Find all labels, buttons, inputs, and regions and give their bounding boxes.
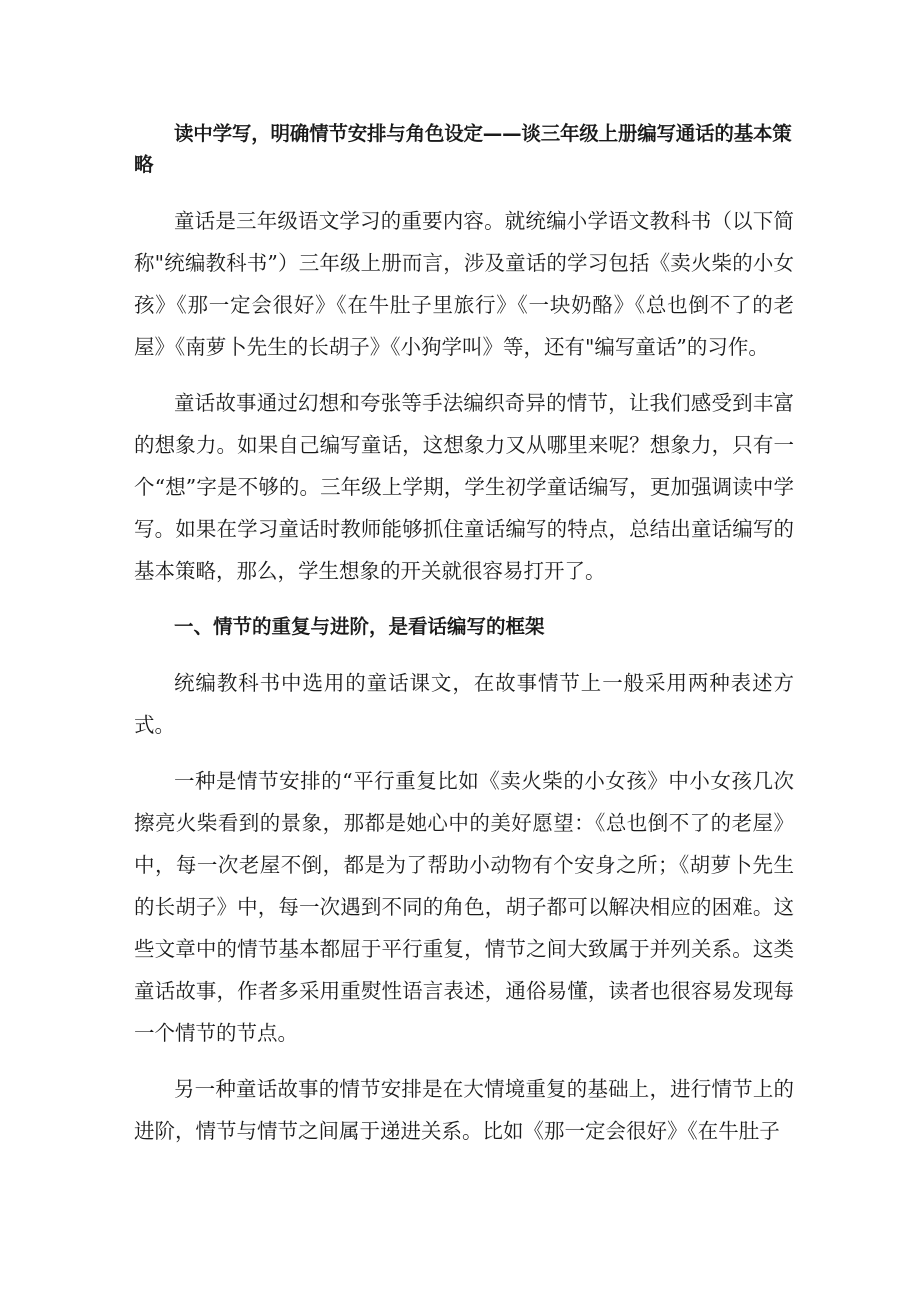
document-title: 读中学写，明确情节安排与角色设定——谈三年级上册编写通话的基本策略 [134,122,792,176]
document-body [134,118,794,1166]
paragraph: 童话是三年级语文学习的重要内容。就统编小学语文教科书（以下简称"统编教科书”）三年级上册而言，涉及童话的学习包括《卖火柴的小女孩》《那一定会很好》《在牛肚子里旅行》《一块奶酪》《总也倒不了的老屋》《南萝卜先生的长胡子》《小狗学叫》等，还有"编写童话”的习作。 [134,209,794,359]
paragraph: 统编教科书中选用的童话课文，在故事情节上一般采用两种表述方式。 [134,671,794,737]
paragraph: 童话故事通过幻想和夸张等手法编织奇异的情节，让我们感受到丰富的想象力。如果自己编写童话，这想象力又从哪里来呢？想象力，只有一个“想”字是不够的。三年级上学期，学生初学童话编写，更加强调读中学写。如果在学习童话时教师能够抓住童话编写的特点，总结出童话编写的基本策略，那么，学生想象的开关就很容易打开了。 [134,391,794,583]
paragraph: 一种是情节安排的“平行重复比如《卖火柴的小女孩》中小女孩几次擦亮火柴看到的景象，那都是她心中的美好愿望：《总也倒不了的老屋》中，每一次老屋不倒，都是为了帮助小动物有个安身之所；《胡萝卜先生的长胡子》中，每一次遇到不同的角色，胡子都可以解决相应的困难。这些文章中的情节基本都屈于平行重复，情节之间大致属于并列关系。这类童话故事，作者多采用重熨性语言表述，通俗易懂，读者也很容易发现每一个情节的节点。 [134,769,794,1045]
section-heading: 一、情节的重复与进阶，是看话编写的框架 [174,615,545,638]
paragraph: 另一种童话故事的情节安排是在大情境重复的基础上，进行情节上的进阶，情节与情节之间属于递进关系。比如《那一定会很好》《在牛肚子 [134,1077,794,1143]
